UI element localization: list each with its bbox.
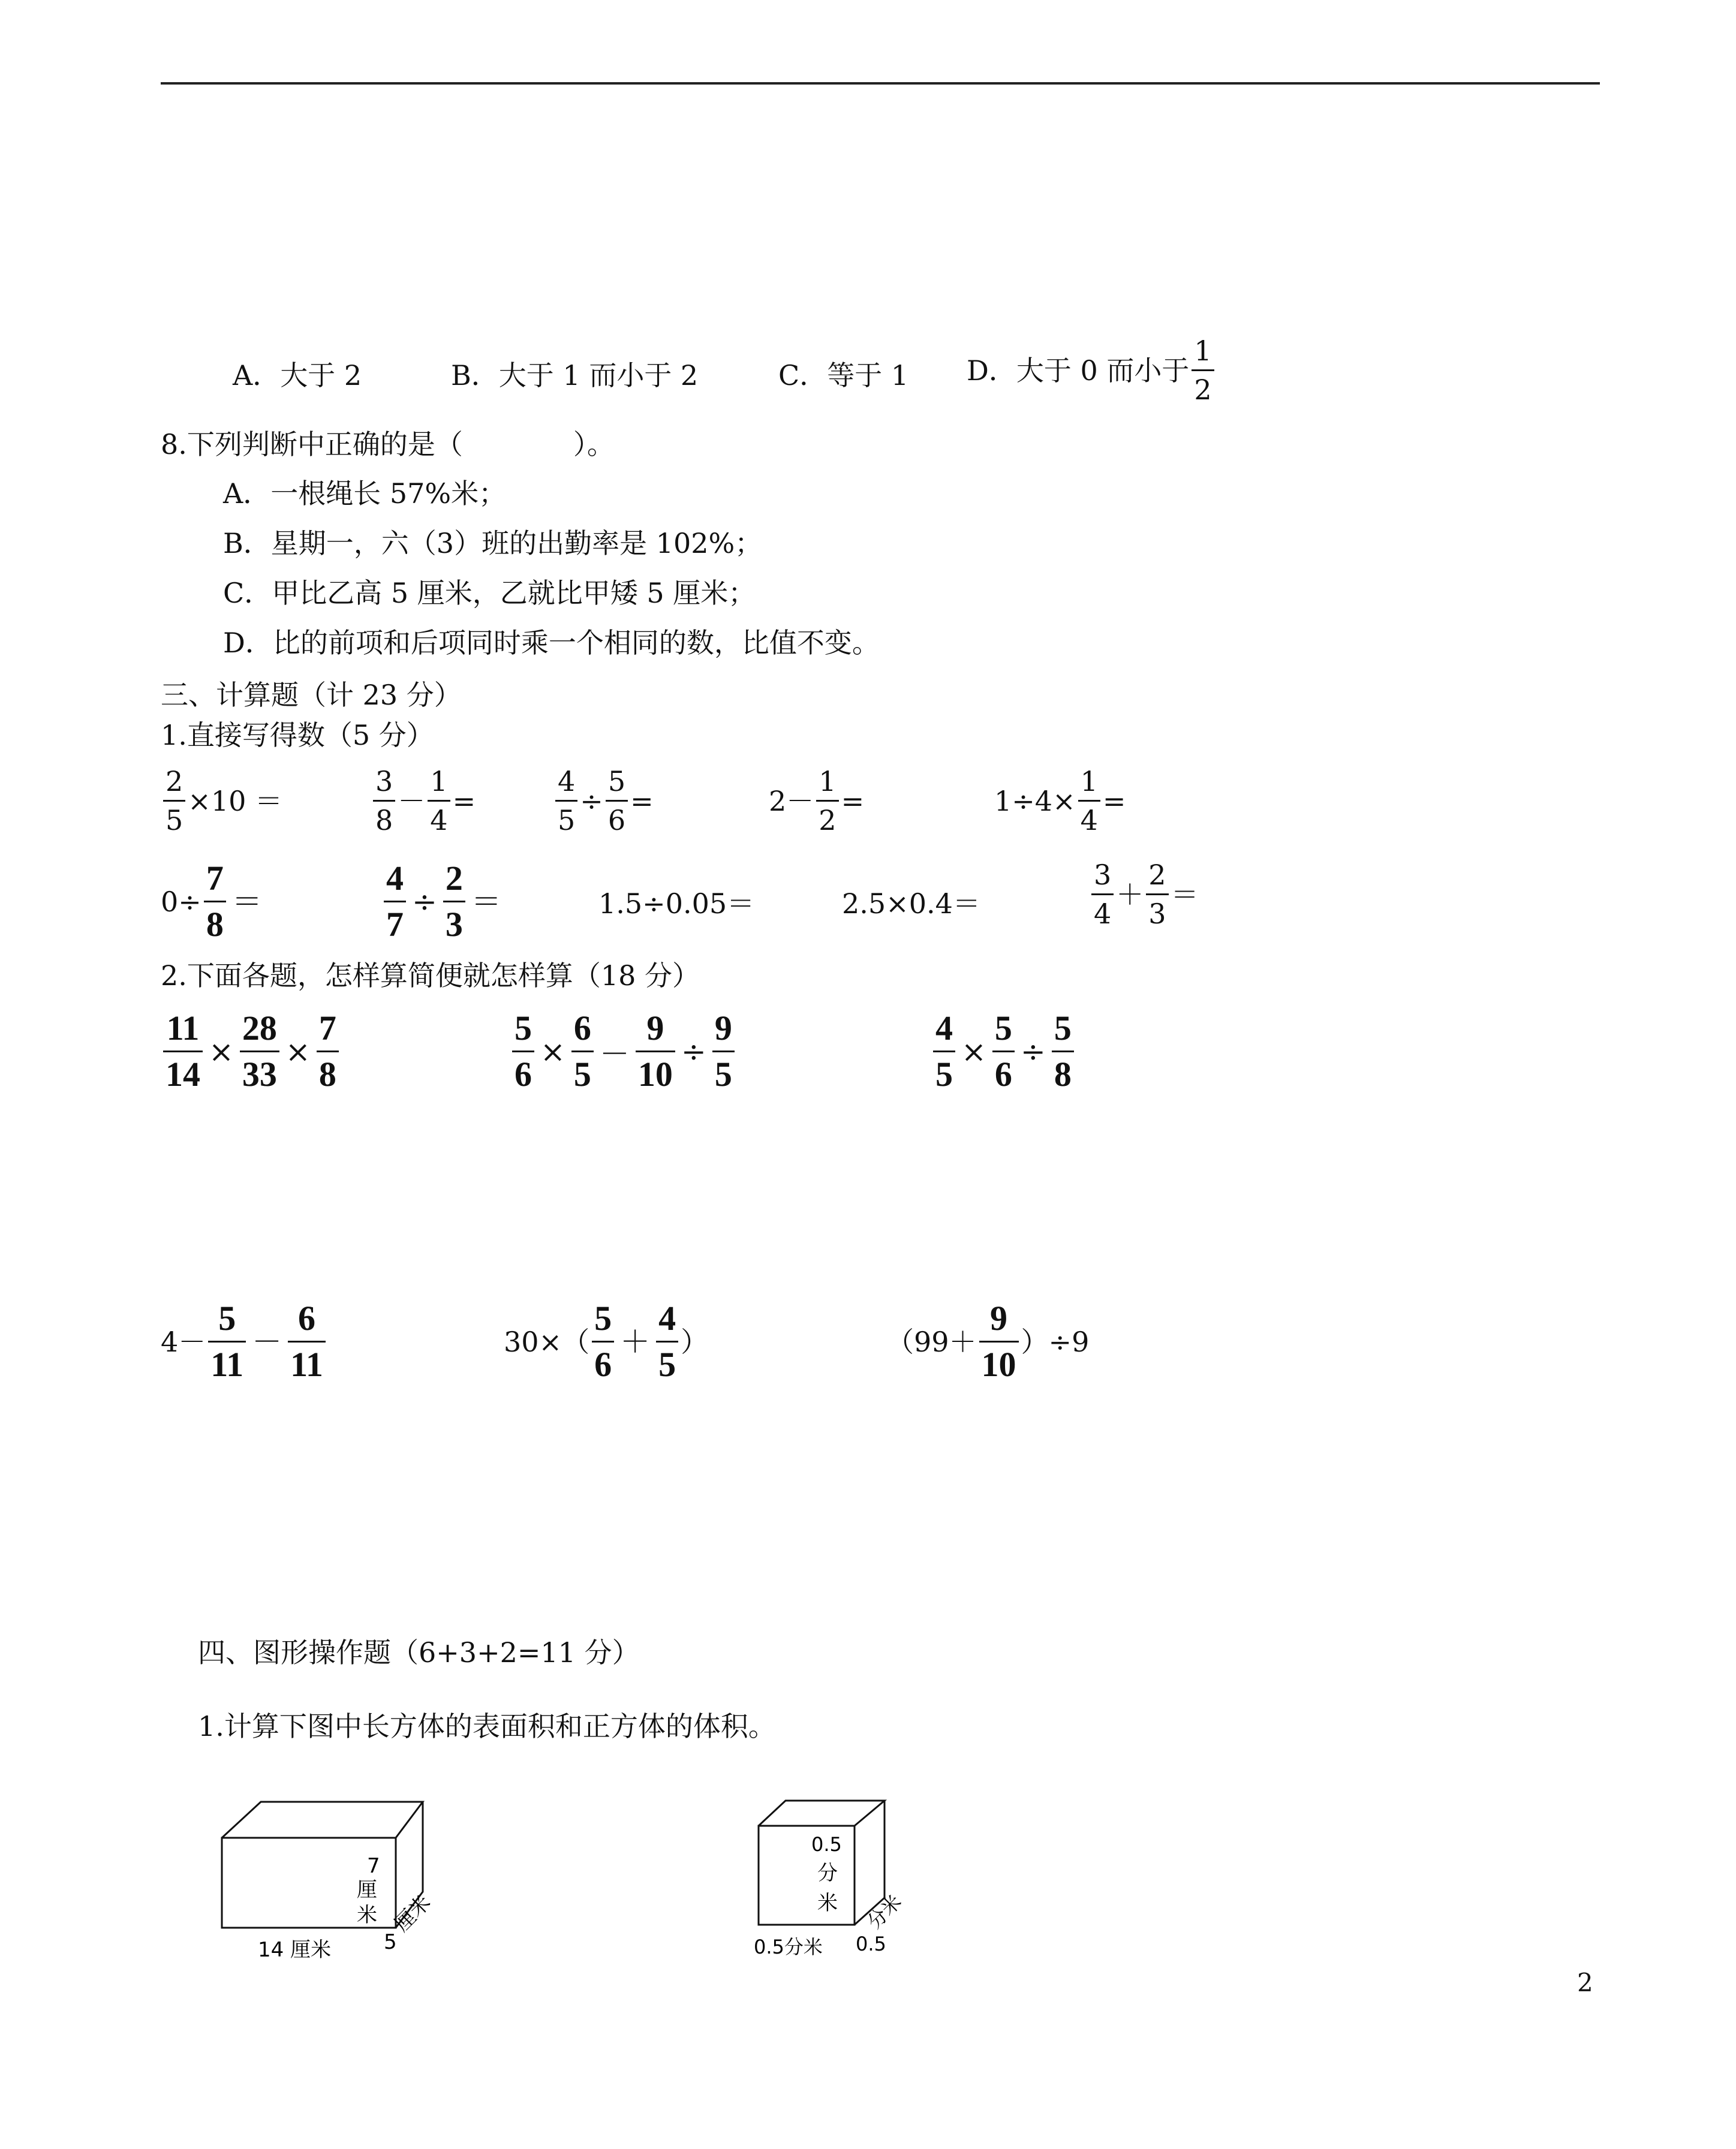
numerator: 5 [607,765,626,797]
numerator: 1 [1080,765,1098,797]
fraction-bar [240,1051,279,1052]
cube-top-face [759,1801,884,1826]
cuboid-top-face [222,1802,423,1838]
expr-tail: = [1102,784,1126,817]
fraction [1052,1011,1074,1092]
denominator: 8 [375,804,393,836]
section-3-title: 三、计算题（计 23 分） [161,679,462,711]
fraction-bar [512,1051,534,1052]
fraction [555,765,577,836]
section-3-sub1: 1.直接写得数（5 分） [161,719,434,751]
page-number: 2 [1577,1968,1593,1997]
fraction [428,765,450,836]
expr-tail: ） [681,1325,709,1358]
section-4-sub1: 1.计算下图中长方体的表面积和正方体的体积。 [198,1710,776,1742]
cube-length-label: 0.5分米 [754,1936,823,1958]
fraction-bar [712,1051,735,1052]
fraction-bar [656,1341,678,1343]
fraction [443,861,465,942]
operator: ÷ [580,784,603,817]
numerator: 2 [1148,859,1166,891]
fraction-bar [1078,800,1100,802]
direct-expr-8: 1.5÷0.05＝ [598,887,755,920]
fraction [933,1011,955,1092]
direct-expr-10 [1089,861,1199,928]
header-rule [161,82,1600,85]
denominator: 5 [658,1345,676,1384]
cuboid-height-unit-1: 厘 [357,1878,377,1902]
expr-head: 30×（ [504,1325,590,1358]
calc-expr-2 [510,1011,737,1092]
fraction-bar [208,1341,246,1343]
fraction-bar [1052,1051,1074,1052]
operator: × [285,1034,311,1069]
direct-expr-6 [161,861,266,942]
cube-figure [753,1790,938,1964]
fraction [1091,861,1114,928]
numerator: 4 [658,1299,676,1338]
calc-expr-6 [886,1301,1089,1382]
q8-option-c: C．甲比乙高 5 厘米，乙就比甲矮 5 厘米； [223,577,756,609]
section-3-sub2: 2.下面各题，怎样算简便就怎样算（18 分） [161,959,700,992]
numerator: 2 [166,765,183,797]
section-4-title: 四、图形操作题（6+3+2=11 分） [198,1636,640,1669]
expr-tail: = [630,784,654,817]
q7-option-a: A．大于 2 [233,359,362,392]
numerator: 3 [1094,859,1112,891]
operator: ＋ [1116,878,1144,911]
denominator: 14 [166,1055,200,1094]
direct-expr-3 [553,765,654,836]
operator: × [209,1034,234,1069]
denominator: 8 [318,1055,336,1094]
cuboid-length-label: 14 厘米 [258,1938,332,1962]
expr-tail: ）÷9 [1021,1325,1090,1358]
fraction-bar [1091,893,1114,895]
operator: ÷ [412,884,437,919]
expr-head: 1÷4× [994,784,1076,817]
cube-width-num: 0.5 [856,1933,886,1955]
numerator: 5 [1054,1009,1072,1048]
denominator: 5 [714,1055,732,1094]
direct-expr-7 [381,861,505,942]
denominator: 5 [573,1055,591,1094]
denominator: 10 [981,1345,1016,1384]
numerator: 2 [445,859,463,898]
expr-head: 4－ [161,1325,206,1358]
denominator: 4 [430,804,448,836]
expr-tail: ＝ [1171,878,1199,911]
fraction-bar [428,800,450,802]
cuboid-figure [210,1790,462,1964]
denominator: 6 [994,1055,1012,1094]
calc-expr-4 [161,1301,328,1382]
denominator: 6 [594,1345,612,1384]
fraction [317,1011,339,1092]
expr-tail: ＝ [471,884,501,919]
numerator: 6 [573,1009,591,1048]
fraction [240,1011,279,1092]
fraction [606,765,628,836]
q8-option-d: D．比的前项和后项同时乘一个相同的数，比值不变。 [223,627,880,659]
operator: × [961,1034,986,1069]
fraction [656,1301,678,1382]
expr-head: 2－ [769,784,814,817]
q7-option-d [967,337,1217,404]
denominator: 4 [1094,898,1112,930]
fraction-bar [384,901,406,902]
fraction-bar [373,800,395,802]
denominator: 6 [515,1055,532,1094]
numerator: 6 [298,1299,315,1338]
expr-head: （99＋ [886,1325,977,1358]
expr-tail: = [841,784,865,817]
operator: × [540,1034,565,1069]
fraction [512,1011,534,1092]
direct-expr-2 [371,765,476,836]
calc-expr-1 [161,1011,341,1092]
fraction-bar [163,1051,203,1052]
fraction [712,1011,735,1092]
fraction [816,765,838,836]
fraction [636,1011,675,1092]
cuboid-width-num: 5 [384,1930,397,1954]
calc-expr-3 [931,1011,1076,1092]
denominator: 4 [1080,804,1098,836]
cuboid-height-num: 7 [367,1854,380,1878]
fraction-bar [592,1341,614,1343]
fraction [288,1301,326,1382]
expr-tail: = [452,784,476,817]
denominator: 3 [1148,898,1166,930]
numerator: 3 [375,765,393,797]
direct-expr-9: 2.5×0.4＝ [842,887,980,920]
fraction [979,1301,1019,1382]
expr-head: 0÷ [161,885,201,918]
cube-height-unit-2: 米 [817,1891,838,1915]
denominator: 7 [386,905,404,944]
numerator: 4 [386,859,404,898]
fraction [1192,337,1214,404]
fraction [571,1011,594,1092]
q8-option-b: B．星期一，六（3）班的出勤率是 102%； [223,527,763,559]
denominator: 8 [206,905,224,944]
numerator: 4 [558,765,576,797]
fraction [204,861,226,942]
fraction [592,1301,614,1382]
fraction-bar [571,1051,594,1052]
numerator: 1 [430,765,448,797]
expr-tail: ×10 ＝ [188,784,282,817]
direct-expr-1 [161,765,282,836]
fraction-bar [443,901,465,902]
calc-expr-5 [504,1301,708,1382]
fraction-bar [288,1341,326,1343]
fraction-bar [992,1051,1015,1052]
fraction-bar [636,1051,675,1052]
expr-tail: ＝ [231,884,262,919]
fraction-bar [979,1341,1019,1343]
denominator: 8 [1054,1055,1072,1094]
numerator: 9 [714,1009,732,1048]
numerator: 7 [206,859,224,898]
operator: － [599,1036,630,1072]
numerator: 1 [1194,335,1212,367]
direct-expr-5 [994,765,1126,836]
numerator: 11 [166,1009,200,1048]
numerator: 5 [994,1009,1012,1048]
numerator: 5 [515,1009,532,1048]
numerator: 4 [935,1009,953,1048]
fraction [373,765,395,836]
fraction-bar [1192,369,1214,371]
fraction [992,1011,1015,1092]
numerator: 5 [594,1299,612,1338]
fraction-bar [933,1051,955,1052]
direct-expr-4 [769,765,865,836]
denominator: 10 [637,1055,673,1094]
fraction [384,861,406,942]
fraction-bar [816,800,838,802]
denominator: 5 [166,804,183,836]
cube-height-unit-1: 分 [817,1861,838,1885]
denominator: 2 [1194,374,1212,406]
cube-width-unit: 分米 [862,1890,906,1934]
fraction-bar [606,800,628,802]
fraction-bar [163,800,185,802]
fraction [208,1301,246,1382]
operator: ÷ [681,1034,706,1069]
fraction [163,1011,203,1092]
q7-option-c: C．等于 1 [778,359,909,392]
fraction [1078,765,1100,836]
denominator: 33 [242,1055,277,1094]
fraction-bar [555,800,577,802]
numerator: 7 [318,1009,336,1048]
denominator: 2 [819,804,837,836]
q8-option-a: A．一根绳长 57%米； [223,477,507,510]
numerator: 5 [218,1299,236,1338]
denominator: 3 [445,905,463,944]
denominator: 11 [210,1345,244,1384]
fraction [1146,861,1168,928]
fraction [163,765,185,836]
numerator: 9 [646,1009,664,1048]
operator: ＋ [620,1324,651,1359]
operator: － [398,784,426,817]
denominator: 11 [290,1345,323,1384]
operator: － [252,1324,282,1359]
denominator: 5 [558,804,576,836]
q8-stem: 8.下列判断中正确的是（ ）。 [161,428,615,460]
cuboid-width-unit: 厘米 [390,1890,436,1937]
fraction-bar [204,901,226,902]
denominator: 5 [935,1055,953,1094]
cube-height-num: 0.5 [811,1833,842,1856]
numerator: 9 [990,1299,1008,1338]
fraction-bar [317,1051,339,1052]
operator: ÷ [1020,1034,1046,1069]
numerator: 28 [242,1009,277,1048]
fraction-bar [1146,893,1168,895]
cuboid-height-unit-2: 米 [357,1903,377,1927]
numerator: 1 [819,765,837,797]
q7-option-b: B．大于 1 而小于 2 [451,359,699,392]
denominator: 6 [607,804,626,836]
q7-option-d-text: D．大于 0 而小于 [967,354,1190,387]
